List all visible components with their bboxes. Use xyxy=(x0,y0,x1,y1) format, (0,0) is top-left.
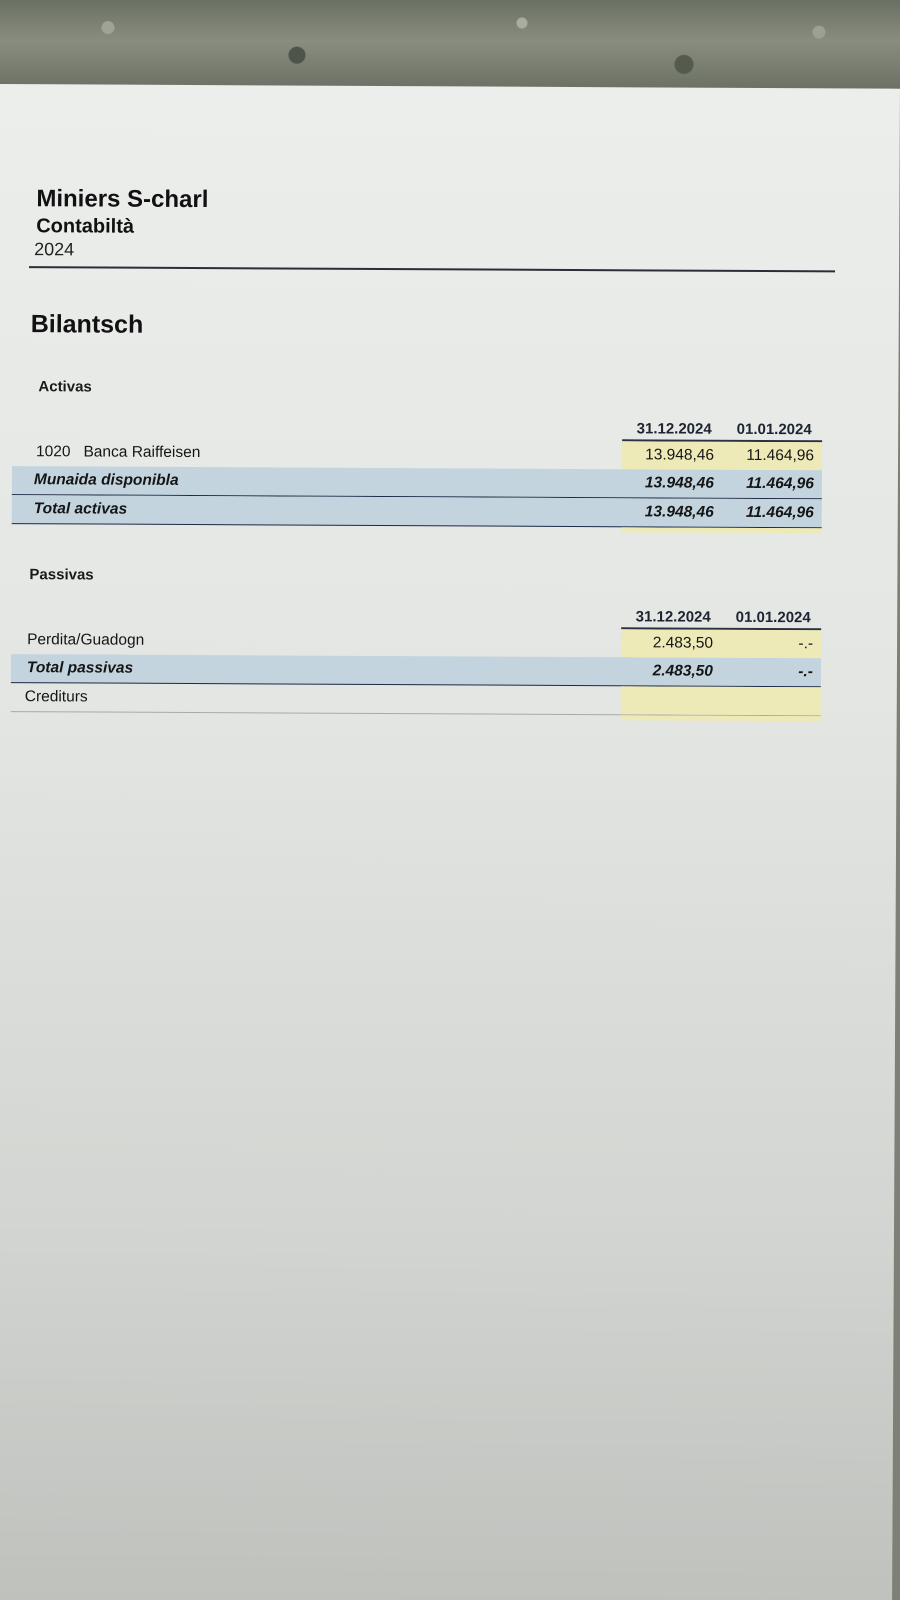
total-row xyxy=(12,495,822,528)
document-header xyxy=(29,184,835,272)
value-previous: -.- xyxy=(798,635,814,653)
subtotal-previous: 11.464,96 xyxy=(746,474,814,493)
assets-section xyxy=(12,378,823,528)
liabilities-col-header-current: 31.12.2024 xyxy=(635,608,711,626)
total-previous: 11.464,96 xyxy=(745,503,814,522)
assets-col-header-previous: 01.01.2024 xyxy=(736,420,812,439)
fiscal-year: 2024 xyxy=(34,239,75,260)
total-previous: -.- xyxy=(798,663,813,681)
document-page xyxy=(0,84,900,1600)
table-row xyxy=(11,626,821,658)
assets-section-title: Activas xyxy=(38,378,92,396)
account-label: Crediturs xyxy=(24,688,88,706)
company-name: Miniers S-charl xyxy=(36,185,209,214)
value-current: 2.483,50 xyxy=(652,634,714,652)
total-label: Total activas xyxy=(33,500,128,518)
granite-background xyxy=(0,0,900,92)
assets-col-header-current: 31.12.2024 xyxy=(636,420,712,438)
liabilities-col-header-previous: 01.01.2024 xyxy=(735,608,811,627)
total-current: 13.948,46 xyxy=(644,503,714,521)
account-label: 1020 Banca Raiffeisen xyxy=(36,443,201,462)
total-label: Total passivas xyxy=(26,659,134,677)
document-subtitle: Contabiltà xyxy=(36,215,135,238)
total-current: 2.483,50 xyxy=(652,662,713,680)
subtotal-label: Munaida disponibla xyxy=(33,471,179,489)
liabilities-section-title: Passivas xyxy=(29,566,94,584)
subtotal-row xyxy=(12,466,822,499)
account-label: Perdita/Guadogn xyxy=(27,631,145,649)
subtotal-current: 13.948,46 xyxy=(644,474,714,492)
value-highlight-strip xyxy=(622,527,822,533)
table-row xyxy=(11,683,821,716)
liabilities-section xyxy=(11,566,822,716)
value-current: 13.948,46 xyxy=(645,446,715,464)
table-row xyxy=(12,438,822,470)
value-highlight-strip xyxy=(621,715,821,721)
total-row xyxy=(11,654,821,687)
page-title: Bilantsch xyxy=(30,310,144,339)
value-highlight xyxy=(621,686,821,715)
value-previous: 11.464,96 xyxy=(746,446,815,465)
